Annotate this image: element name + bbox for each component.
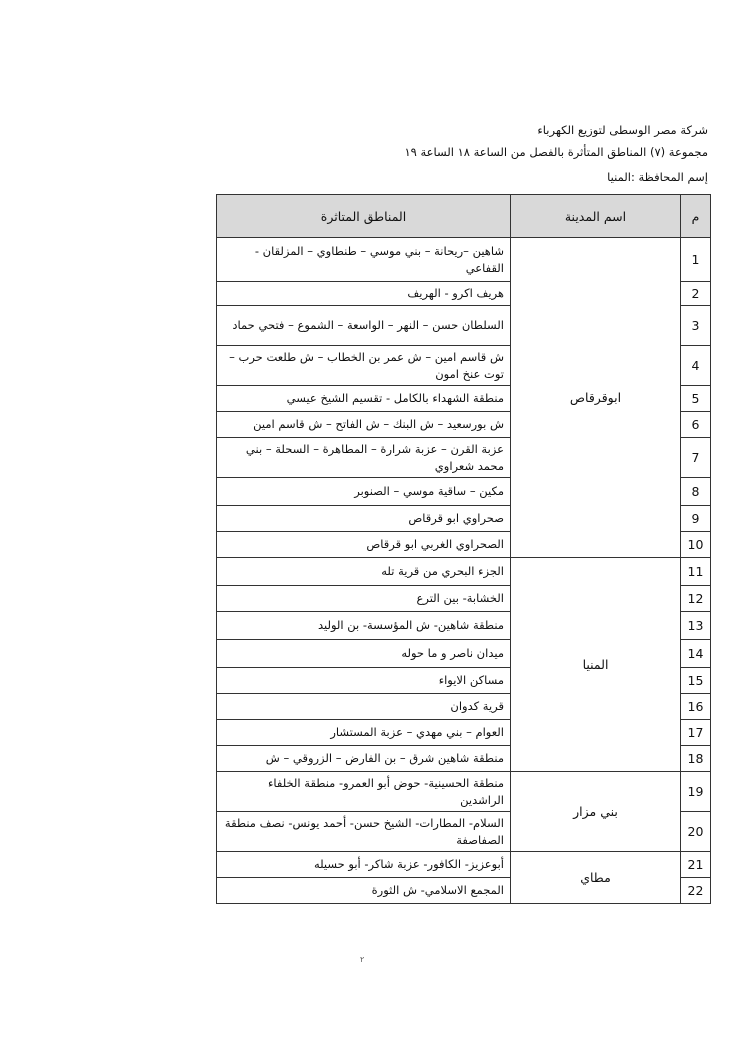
area-cell: المجمع الاسلامي- ش الثورة [217, 878, 511, 904]
row-number: 15 [681, 668, 711, 694]
header-city: اسم المدينة [511, 195, 681, 238]
row-number: 19 [681, 772, 711, 812]
area-cell: ميدان ناصر و ما حوله [217, 640, 511, 668]
city-cell: ابوقرقاص [511, 238, 681, 558]
row-number: 8 [681, 478, 711, 506]
area-cell: هريف اكرو - الهريف [217, 282, 511, 306]
area-cell: الصحراوي الغربي ابو قرقاص [217, 532, 511, 558]
row-number: 13 [681, 612, 711, 640]
row-number: 20 [681, 812, 711, 852]
area-cell: قرية كدوان [217, 694, 511, 720]
table-row [217, 772, 711, 812]
row-number: 11 [681, 558, 711, 586]
row-number: 17 [681, 720, 711, 746]
city-cell: بني مزار [511, 772, 681, 852]
affected-areas-table [216, 194, 711, 904]
area-cell: مكين – ساقية موسي – الصنوبر [217, 478, 511, 506]
row-number: 14 [681, 640, 711, 668]
row-number: 2 [681, 282, 711, 306]
area-cell: منطقة الشهداء بالكامل - تقسيم الشيخ عيسي [217, 386, 511, 412]
company-name: شركة مصر الوسطى لتوزيع الكهرباء [537, 123, 708, 137]
row-number: 3 [681, 306, 711, 346]
area-cell: مساكن الايواء [217, 668, 511, 694]
row-number: 9 [681, 506, 711, 532]
row-number: 5 [681, 386, 711, 412]
area-cell: منطقة شاهين- ش المؤسسة- بن الوليد [217, 612, 511, 640]
area-cell: ش بورسعيد – ش البنك – ش الفاتح – ش قاسم امين [217, 412, 511, 438]
table-header-row [217, 195, 711, 238]
area-cell: منطقة شاهين شرق – بن الفارض – الزروقي – ش [217, 746, 511, 772]
row-number: 12 [681, 586, 711, 612]
city-cell: المنيا [511, 558, 681, 772]
row-number: 1 [681, 238, 711, 282]
area-cell: منطقة الحسينية- حوض أبو العمرو- منطقة الخلفاء الراشدين [217, 772, 511, 812]
page-number: ٢ [360, 955, 365, 964]
area-cell: العوام – بني مهدي – عزبة المستشار [217, 720, 511, 746]
row-number: 10 [681, 532, 711, 558]
area-cell: السلام- المطارات- الشيخ حسن- أحمد يونس- نصف منطقة الصفاصفة [217, 812, 511, 852]
area-cell: صحراوي ابو قرقاص [217, 506, 511, 532]
row-number: 7 [681, 438, 711, 478]
header-num: م [681, 195, 711, 238]
city-cell: مطاي [511, 852, 681, 904]
area-cell: أبوعزيز- الكافور- عزبة شاكر- أبو حسيله [217, 852, 511, 878]
table-row [217, 238, 711, 282]
row-number: 18 [681, 746, 711, 772]
row-number: 21 [681, 852, 711, 878]
group-title: مجموعة (٧) المناطق المتأثرة بالفصل من الساعة ١٨ الساعة ١٩ [404, 144, 708, 159]
document-header [208, 120, 708, 164]
row-number: 16 [681, 694, 711, 720]
area-cell: الخشابة- بين الترع [217, 586, 511, 612]
table-row [217, 852, 711, 878]
area-cell: عزبة القرن – عزبة شرارة – المطاهرة – السحلة – بني محمد شعراوي [217, 438, 511, 478]
area-cell: الجزء البحري من قرية تله [217, 558, 511, 586]
row-number: 22 [681, 878, 711, 904]
area-cell: شاهين –ريحانة – بني موسي – طنطاوي – المزلقان - القفاعي [217, 238, 511, 282]
row-number: 4 [681, 346, 711, 386]
area-cell: ش قاسم امين – ش عمر بن الخطاب – ش طلعت حرب – توت عنخ امون [217, 346, 511, 386]
governorate-label: إسم المحافظة :المنيا [607, 170, 708, 184]
area-cell: السلطان حسن – النهر – الواسعة – الشموع – فتحي حماد [217, 306, 511, 346]
header-areas: المناطق المتاثرة [217, 195, 511, 238]
table-row [217, 558, 711, 586]
row-number: 6 [681, 412, 711, 438]
